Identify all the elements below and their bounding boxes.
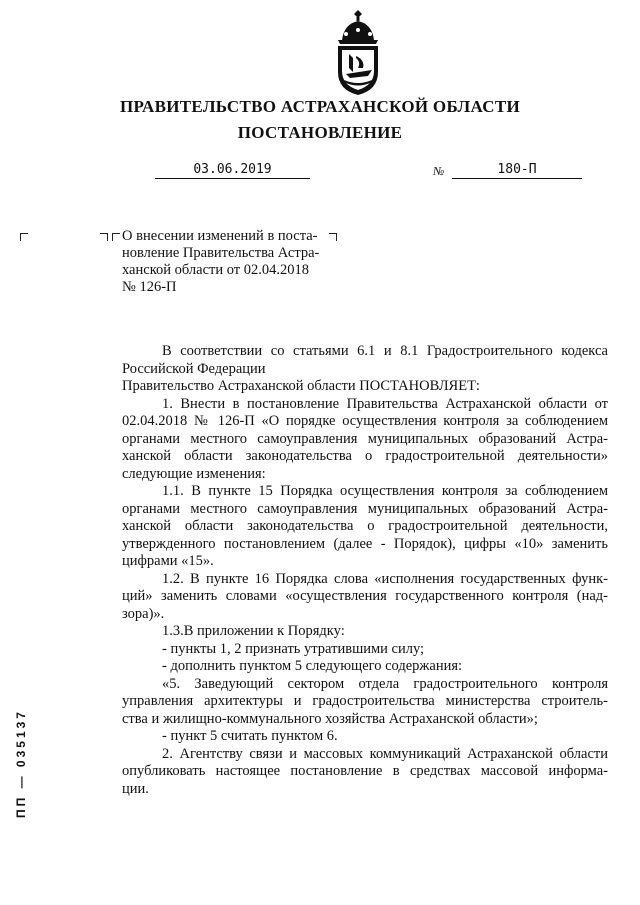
body-line: органами местного самоуправления муниципальных образований Астра- [122, 430, 608, 447]
body-line: «5. Заведующий сектором отдела градостроительного контроля [162, 675, 608, 692]
body-line: 1.3.В приложении к Порядку: [162, 623, 345, 639]
document-type: ПОСТАНОВЛЕНИЕ [237, 123, 403, 142]
body-line: органами местного самоуправления муниципальных образований Астра- [122, 500, 608, 517]
side-serial-number: ПП — 035137 [14, 709, 28, 818]
body-line: Правительство Астраханской области ПОСТАНОВЛЯЕТ: [122, 378, 480, 394]
body-line: ций» заменить словами «осуществления государственного контроля (над- [122, 588, 608, 604]
body-line: ции. [122, 780, 149, 797]
body-line: 1.2. В пункте 16 Порядка слова «исполнения государственных функ- [162, 570, 608, 587]
body-line: ства и жилищно-коммунального хозяйства Астраханской области»; [122, 710, 538, 727]
body-line: управления архитектуры и градостроительства министерства строитель- [122, 693, 608, 709]
body-line: В соответствии со статьями 6.1 и 8.1 Градостроительного кодекса [162, 343, 608, 359]
body-line: цифрами «15». [122, 553, 214, 569]
government-name: ПРАВИТЕЛЬСТВО АСТРАХАНСКОЙ ОБЛАСТИ [120, 97, 520, 116]
subject-line: новление Правительства Астра- [122, 245, 320, 261]
subject-line: ханской области от 02.04.2018 [122, 262, 309, 278]
corner-mark [112, 233, 120, 241]
document-subject [122, 228, 337, 296]
coat-of-arms-icon [332, 10, 384, 96]
body-line: опубликовать настоящее постановление в средствах массовой информа- [122, 763, 608, 779]
body-line: зора)». [122, 605, 165, 622]
corner-mark [100, 233, 108, 241]
body-line: - пункты 1, 2 признать утратившими силу; [162, 640, 425, 657]
document-number: 180-П [452, 162, 582, 179]
body-line: ханской области законодательства о градостроительной деятельности, [122, 518, 608, 534]
subject-line: О внесении изменений в поста- [122, 228, 318, 244]
body-line: ханской области законодательства о градостроительной деятельности» [122, 448, 608, 464]
body-line: 1.1. В пункте 15 Порядка осуществления контроля за соблюдением [162, 483, 608, 499]
body-line: следующие изменения: [122, 465, 266, 482]
body-line: 2. Агентству связи и массовых коммуникаций Астраханской области [162, 745, 608, 762]
document-date: 03.06.2019 [155, 162, 310, 179]
body-line: - пункт 5 считать пунктом 6. [162, 728, 338, 744]
corner-mark-left [20, 233, 28, 241]
body-line: 02.04.2018 № 126-П «О порядке осуществления контроля за соблюдением [122, 413, 608, 429]
subject-line: № 126-П [122, 279, 177, 295]
number-label: № [433, 164, 445, 178]
body-line: 1. Внести в постановление Правительства Астраханской области от [162, 395, 608, 412]
document-body [122, 343, 608, 798]
body-line: Российской Федерации [122, 360, 266, 377]
body-line: утвержденного постановлением (далее - Порядок), цифры «10» заменить [122, 535, 608, 552]
body-line: - дополнить пунктом 5 следующего содержания: [162, 658, 463, 674]
